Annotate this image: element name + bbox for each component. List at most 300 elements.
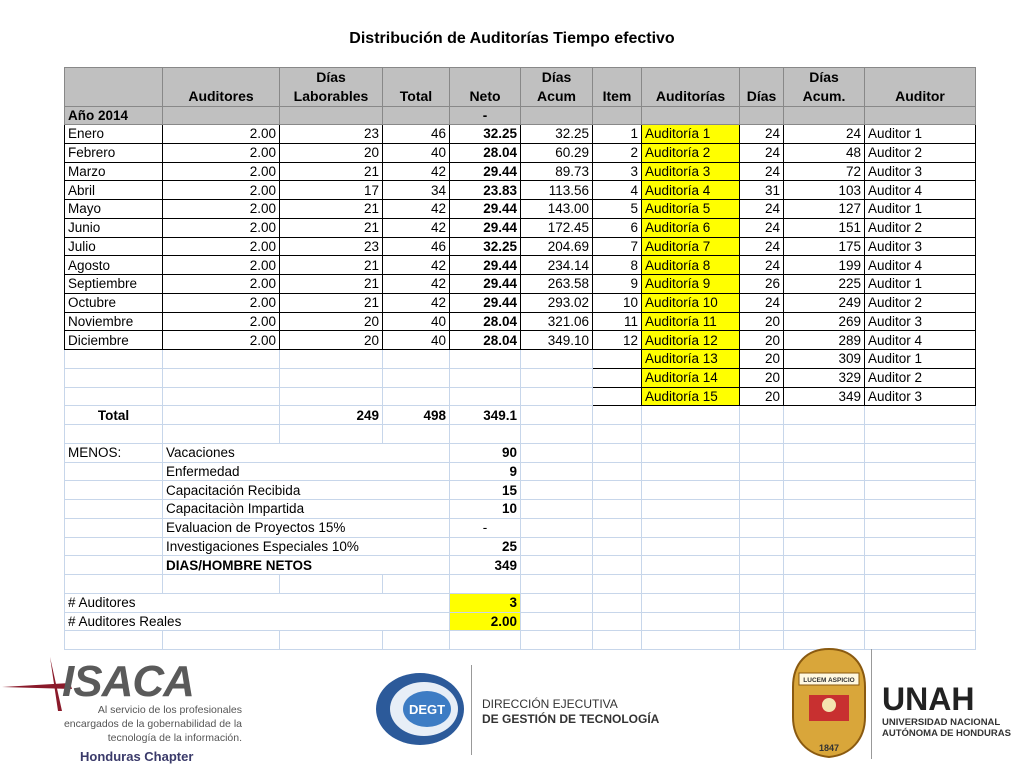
empty-cell: [593, 593, 642, 612]
month-auditores: 2.00: [163, 200, 280, 219]
audit-days: 31: [740, 181, 784, 200]
item-number: 6: [593, 218, 642, 237]
empty-cell: [521, 462, 593, 481]
item-number: 10: [593, 293, 642, 312]
month-dias-acum: 89.73: [521, 162, 593, 181]
deduction-label: Evaluacion de Proyectos 15%: [163, 518, 450, 537]
empty-cell: [450, 387, 521, 406]
month-total: 40: [383, 331, 450, 350]
audit-days-accum: 24: [784, 125, 865, 144]
empty-cell: [784, 425, 865, 444]
audit-days: 24: [740, 143, 784, 162]
unah-subtitle: UNIVERSIDAD NACIONAL AUTÓNOMA DE HONDURAS: [882, 717, 1011, 739]
month-dias-laborables: 20: [280, 143, 383, 162]
empty-cell: [740, 481, 784, 500]
empty-cell: [740, 500, 784, 519]
month-total: 42: [383, 200, 450, 219]
svg-text:1847: 1847: [818, 743, 840, 753]
empty-cell: [865, 612, 976, 631]
month-auditores: 2.00: [163, 275, 280, 294]
blank-row: [65, 575, 976, 594]
month-dias-acum: 263.58: [521, 275, 593, 294]
empty-cell: [642, 537, 740, 556]
month-name: Febrero: [65, 143, 163, 162]
empty-cell: [65, 368, 163, 387]
month-neto: 29.44: [450, 200, 521, 219]
empty-cell: [740, 612, 784, 631]
header-dias: Días: [740, 68, 784, 107]
year-label: Año 2014: [65, 107, 163, 125]
audit-name: Auditoría 12: [642, 331, 740, 350]
header-auditorias: Auditorías: [642, 68, 740, 107]
empty-cell: [163, 368, 280, 387]
month-name: Enero: [65, 125, 163, 144]
month-auditores: 2.00: [163, 256, 280, 275]
audit-days-accum: 289: [784, 331, 865, 350]
empty-cell: [450, 350, 521, 369]
month-dias-laborables: 23: [280, 125, 383, 144]
empty-cell: [593, 500, 642, 519]
deduction-value: -: [450, 518, 521, 537]
month-neto: 32.25: [450, 125, 521, 144]
empty-cell: [521, 481, 593, 500]
audit-row: [65, 387, 976, 406]
deduction-value: 9: [450, 462, 521, 481]
empty-cell: [65, 500, 163, 519]
empty-cell: [784, 481, 865, 500]
deduction-value: 25: [450, 537, 521, 556]
blank-row: [65, 425, 976, 444]
audit-days: 24: [740, 237, 784, 256]
empty-cell: [383, 387, 450, 406]
degt-text: DIRECCIÓN EJECUTIVA DE GESTIÓN DE TECNOLOGÍA: [482, 697, 660, 726]
empty-cell: [163, 387, 280, 406]
empty-cell: [593, 443, 642, 462]
month-neto: 23.83: [450, 181, 521, 200]
deduction-row: [65, 481, 976, 500]
empty-cell: [784, 593, 865, 612]
month-total: 42: [383, 256, 450, 275]
degt-emblem-icon: [372, 669, 472, 749]
empty-cell: [521, 518, 593, 537]
auditores-count-value: 3: [450, 593, 521, 612]
header-row: [65, 68, 976, 107]
empty-cell: [65, 575, 163, 594]
month-auditores: 2.00: [163, 237, 280, 256]
empty-cell: [593, 537, 642, 556]
empty-cell: [383, 575, 450, 594]
month-dias-laborables: 20: [280, 312, 383, 331]
empty-cell: [593, 556, 642, 575]
month-total: 42: [383, 293, 450, 312]
empty-cell: [450, 368, 521, 387]
audit-days-accum: 127: [784, 200, 865, 219]
month-dias-laborables: 21: [280, 218, 383, 237]
header-dias-acum: Días Acum: [521, 68, 593, 107]
empty-cell: [642, 462, 740, 481]
empty-cell: [740, 537, 784, 556]
deduction-label: Investigaciones Especiales 10%: [163, 537, 450, 556]
empty-cell: [740, 462, 784, 481]
header-auditores: Auditores: [163, 68, 280, 107]
auditores-reales-row: [65, 612, 976, 631]
empty-cell: [280, 368, 383, 387]
empty-cell: [784, 443, 865, 462]
month-dias-acum: 293.02: [521, 293, 593, 312]
month-name: Julio: [65, 237, 163, 256]
month-name: Mayo: [65, 200, 163, 219]
month-neto: 29.44: [450, 256, 521, 275]
month-dias-laborables: 23: [280, 237, 383, 256]
item-number: [593, 350, 642, 369]
empty-cell: [280, 575, 383, 594]
total-total: 498: [383, 406, 450, 425]
item-number: 4: [593, 181, 642, 200]
month-row: [65, 181, 976, 200]
isaca-tagline: Al servicio de los profesionales encargados de la gobernabilidad de la tecnología de la información.: [63, 704, 242, 744]
month-dias-laborables: 21: [280, 256, 383, 275]
month-dias-acum: 60.29: [521, 143, 593, 162]
audit-days: 26: [740, 275, 784, 294]
empty-cell: [65, 387, 163, 406]
audit-days: 20: [740, 387, 784, 406]
year-row: [65, 107, 976, 125]
month-name: Agosto: [65, 256, 163, 275]
audit-auditor: Auditor 3: [865, 162, 976, 181]
empty-cell: [865, 556, 976, 575]
month-dias-acum: 32.25: [521, 125, 593, 144]
audit-name: Auditoría 11: [642, 312, 740, 331]
month-total: 46: [383, 125, 450, 144]
deduction-value: 15: [450, 481, 521, 500]
empty-cell: [521, 443, 593, 462]
month-row: [65, 256, 976, 275]
item-number: 5: [593, 200, 642, 219]
audit-days-accum: 199: [784, 256, 865, 275]
month-name: Octubre: [65, 293, 163, 312]
empty-cell: [521, 556, 593, 575]
month-row: [65, 237, 976, 256]
header-month: [65, 68, 163, 107]
month-row: [65, 218, 976, 237]
item-number: 8: [593, 256, 642, 275]
audit-row: [65, 368, 976, 387]
empty-cell: [784, 500, 865, 519]
empty-cell: [521, 500, 593, 519]
audit-auditor: Auditor 3: [865, 237, 976, 256]
empty-cell: [642, 425, 740, 444]
header-item: Item: [593, 68, 642, 107]
audit-days: 20: [740, 350, 784, 369]
isaca-chapter: Honduras Chapter: [80, 749, 194, 764]
month-row: [65, 331, 976, 350]
empty-cell: [740, 593, 784, 612]
month-neto: 32.25: [450, 237, 521, 256]
month-neto: 28.04: [450, 143, 521, 162]
empty-cell: [383, 350, 450, 369]
deduction-row: [65, 500, 976, 519]
month-auditores: 2.00: [163, 218, 280, 237]
month-row: [65, 125, 976, 144]
empty-cell: [521, 575, 593, 594]
audit-days-accum: 269: [784, 312, 865, 331]
empty-cell: [740, 518, 784, 537]
item-number: 12: [593, 331, 642, 350]
empty-cell: [740, 556, 784, 575]
empty-cell: [521, 406, 593, 425]
svg-text:DEGT: DEGT: [408, 702, 446, 717]
audit-days-accum: 103: [784, 181, 865, 200]
audit-name: Auditoría 9: [642, 275, 740, 294]
empty-cell: [65, 556, 163, 575]
month-name: Diciembre: [65, 331, 163, 350]
empty-cell: [65, 537, 163, 556]
audit-auditor: Auditor 4: [865, 181, 976, 200]
month-auditores: 2.00: [163, 293, 280, 312]
empty-cell: [521, 537, 593, 556]
empty-cell: [521, 350, 593, 369]
auditores-count-row: [65, 593, 976, 612]
audit-auditor: Auditor 3: [865, 312, 976, 331]
header-dias-laborables: Días Laborables: [280, 68, 383, 107]
empty-cell: [521, 387, 593, 406]
empty-cell: [593, 462, 642, 481]
month-dias-acum: 113.56: [521, 181, 593, 200]
audit-days: 20: [740, 312, 784, 331]
isaca-logo: [0, 645, 280, 768]
empty-cell: [865, 425, 976, 444]
month-auditores: 2.00: [163, 162, 280, 181]
month-auditores: 2.00: [163, 143, 280, 162]
audit-table: [64, 67, 976, 650]
total-neto: 349.1: [450, 406, 521, 425]
empty-cell: [642, 612, 740, 631]
month-neto: 29.44: [450, 218, 521, 237]
month-dias-laborables: 21: [280, 200, 383, 219]
empty-cell: [865, 537, 976, 556]
deduction-row: [65, 462, 976, 481]
month-dias-laborables: 21: [280, 293, 383, 312]
empty-cell: [642, 518, 740, 537]
audit-days-accum: 72: [784, 162, 865, 181]
month-dias-laborables: 21: [280, 162, 383, 181]
month-row: [65, 312, 976, 331]
audit-auditor: Auditor 4: [865, 256, 976, 275]
year-neto: -: [450, 107, 521, 125]
empty-cell: [65, 350, 163, 369]
month-dias-acum: 349.10: [521, 331, 593, 350]
audit-days-accum: 151: [784, 218, 865, 237]
deduction-value: 90: [450, 443, 521, 462]
month-dias-laborables: 20: [280, 331, 383, 350]
empty-cell: [642, 556, 740, 575]
month-row: [65, 200, 976, 219]
audit-days: 24: [740, 200, 784, 219]
empty-cell: [521, 593, 593, 612]
item-number: 7: [593, 237, 642, 256]
empty-cell: [163, 425, 280, 444]
audit-days: 20: [740, 331, 784, 350]
audit-name: Auditoría 10: [642, 293, 740, 312]
audit-name: Auditoría 1: [642, 125, 740, 144]
audit-days-accum: 309: [784, 350, 865, 369]
month-auditores: 2.00: [163, 181, 280, 200]
svg-text:LUCEM ASPICIO: LUCEM ASPICIO: [803, 677, 855, 684]
audit-name: Auditoría 6: [642, 218, 740, 237]
degt-logo: [372, 669, 662, 769]
audit-days: 24: [740, 162, 784, 181]
total-dias: 249: [280, 406, 383, 425]
month-total: 40: [383, 143, 450, 162]
header-total: Total: [383, 68, 450, 107]
month-name: Marzo: [65, 162, 163, 181]
empty-cell: [593, 425, 642, 444]
audit-days-accum: 48: [784, 143, 865, 162]
empty-cell: [784, 537, 865, 556]
month-row: [65, 143, 976, 162]
empty-cell: [450, 425, 521, 444]
month-name: Junio: [65, 218, 163, 237]
footer-logos: [0, 645, 1024, 768]
audit-auditor: Auditor 1: [865, 200, 976, 219]
item-number: [593, 387, 642, 406]
menos-label: MENOS:: [65, 443, 163, 462]
empty-cell: [521, 612, 593, 631]
deduction-label: Enfermedad: [163, 462, 450, 481]
audit-spreadsheet: [64, 67, 975, 650]
empty-cell: [642, 481, 740, 500]
empty-cell: [865, 406, 976, 425]
month-neto: 28.04: [450, 312, 521, 331]
empty-cell: [383, 425, 450, 444]
month-name: Abril: [65, 181, 163, 200]
audit-days-accum: 249: [784, 293, 865, 312]
month-auditores: 2.00: [163, 331, 280, 350]
empty-cell: [784, 556, 865, 575]
header-neto: Neto: [450, 68, 521, 107]
auditores-reales-label: # Auditores Reales: [65, 612, 450, 631]
audit-auditor: Auditor 2: [865, 218, 976, 237]
empty-cell: [740, 443, 784, 462]
audit-auditor: Auditor 2: [865, 293, 976, 312]
empty-cell: [865, 481, 976, 500]
item-number: 9: [593, 275, 642, 294]
audit-days-accum: 329: [784, 368, 865, 387]
month-neto: 29.44: [450, 162, 521, 181]
audit-auditor: Auditor 1: [865, 125, 976, 144]
month-dias-acum: 234.14: [521, 256, 593, 275]
empty-cell: [163, 406, 280, 425]
empty-cell: [784, 406, 865, 425]
net-row: [65, 556, 976, 575]
audit-days: 24: [740, 293, 784, 312]
net-value: 349: [450, 556, 521, 575]
item-number: 1: [593, 125, 642, 144]
month-dias-acum: 321.06: [521, 312, 593, 331]
unah-logo: [785, 645, 1024, 768]
audit-days: 24: [740, 125, 784, 144]
empty-cell: [642, 500, 740, 519]
unah-seal-icon: [789, 647, 869, 759]
empty-cell: [784, 462, 865, 481]
audit-name: Auditoría 7: [642, 237, 740, 256]
deduction-label: Capacitaciòn Impartida: [163, 500, 450, 519]
empty-cell: [784, 518, 865, 537]
month-total: 42: [383, 218, 450, 237]
month-neto: 28.04: [450, 331, 521, 350]
empty-cell: [280, 425, 383, 444]
page-title: Distribución de Auditorías Tiempo efectivo: [349, 30, 675, 47]
empty-cell: [642, 406, 740, 425]
month-row: [65, 162, 976, 181]
audit-auditor: Auditor 1: [865, 350, 976, 369]
empty-cell: [642, 443, 740, 462]
empty-cell: [642, 575, 740, 594]
empty-cell: [593, 575, 642, 594]
audit-name: Auditoría 14: [642, 368, 740, 387]
month-neto: 29.44: [450, 275, 521, 294]
total-label: Total: [65, 406, 163, 425]
month-total: 42: [383, 162, 450, 181]
empty-cell: [865, 575, 976, 594]
month-dias-laborables: 17: [280, 181, 383, 200]
audit-auditor: Auditor 3: [865, 387, 976, 406]
isaca-wordmark: ISACA: [62, 657, 194, 706]
audit-days: 24: [740, 256, 784, 275]
month-auditores: 2.00: [163, 312, 280, 331]
empty-cell: [865, 518, 976, 537]
empty-cell: [163, 575, 280, 594]
audit-days-accum: 349: [784, 387, 865, 406]
month-name: Septiembre: [65, 275, 163, 294]
empty-cell: [740, 406, 784, 425]
empty-cell: [593, 612, 642, 631]
audit-auditor: Auditor 4: [865, 331, 976, 350]
month-neto: 29.44: [450, 293, 521, 312]
empty-cell: [450, 575, 521, 594]
audit-days-accum: 175: [784, 237, 865, 256]
item-number: 2: [593, 143, 642, 162]
audit-auditor: Auditor 2: [865, 143, 976, 162]
empty-cell: [865, 462, 976, 481]
month-total: 34: [383, 181, 450, 200]
audit-name: Auditoría 3: [642, 162, 740, 181]
month-dias-acum: 143.00: [521, 200, 593, 219]
empty-cell: [65, 518, 163, 537]
empty-cell: [163, 350, 280, 369]
empty-cell: [280, 387, 383, 406]
month-row: [65, 275, 976, 294]
header-auditor: Auditor: [865, 68, 976, 107]
month-dias-laborables: 21: [280, 275, 383, 294]
deduction-label: Vacaciones: [163, 443, 450, 462]
header-dias-acum-2: Días Acum.: [784, 68, 865, 107]
audit-name: Auditoría 2: [642, 143, 740, 162]
month-auditores: 2.00: [163, 125, 280, 144]
month-dias-acum: 204.69: [521, 237, 593, 256]
empty-cell: [784, 575, 865, 594]
item-number: [593, 368, 642, 387]
audit-row: [65, 350, 976, 369]
month-total: 42: [383, 275, 450, 294]
audit-days: 24: [740, 218, 784, 237]
audit-days-accum: 225: [784, 275, 865, 294]
audit-name: Auditoría 13: [642, 350, 740, 369]
empty-cell: [865, 593, 976, 612]
deduction-label: Capacitación Recibida: [163, 481, 450, 500]
item-number: 11: [593, 312, 642, 331]
empty-cell: [280, 350, 383, 369]
